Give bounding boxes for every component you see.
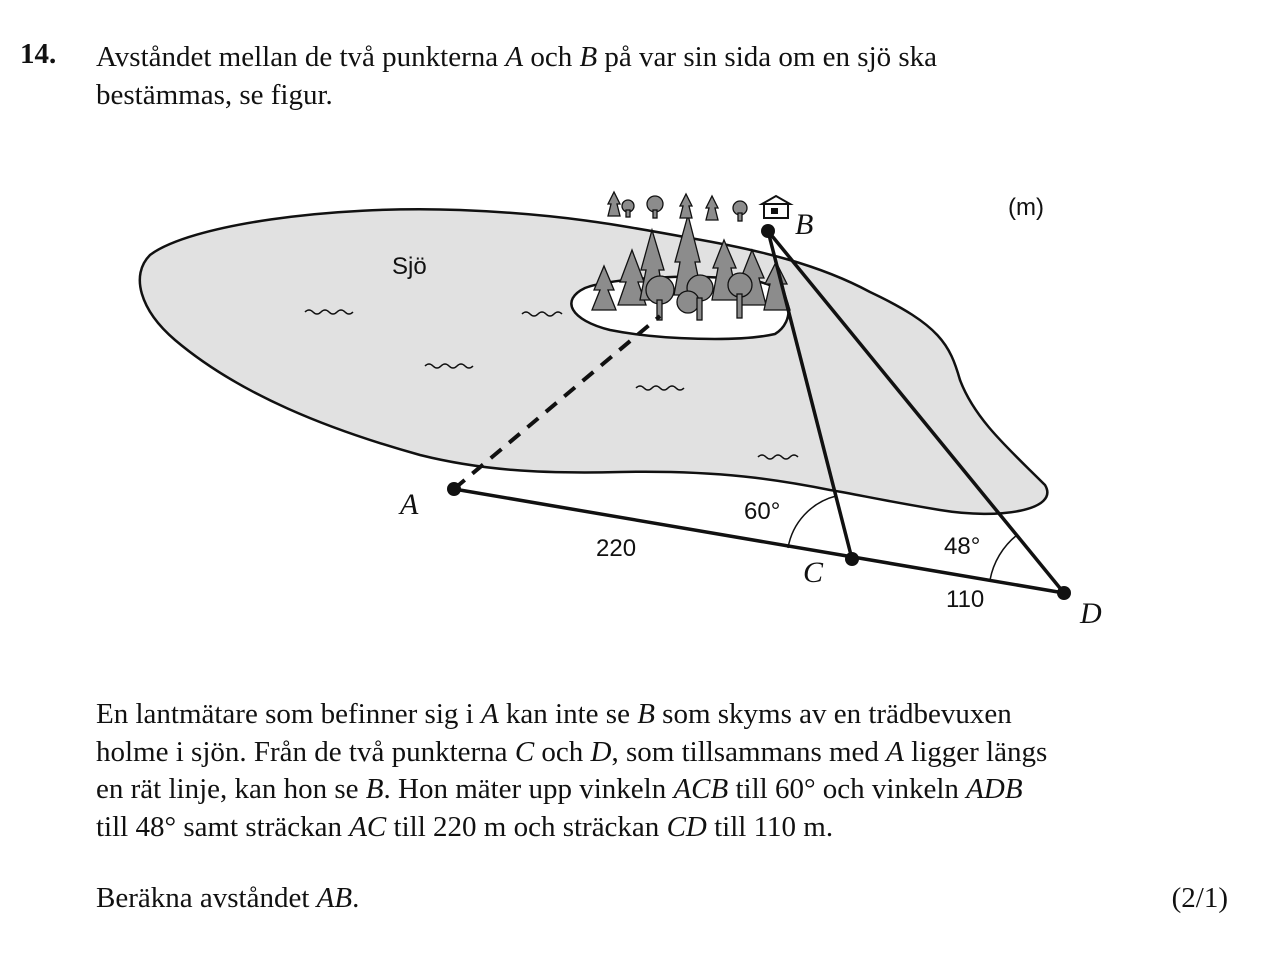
- length-ac-label: 220: [596, 535, 637, 562]
- label-a: A: [400, 488, 419, 521]
- var-a: A: [505, 41, 524, 73]
- lake-shape: [140, 209, 1048, 514]
- var: ACB: [673, 773, 729, 805]
- problem-description: [96, 696, 1216, 846]
- point-c: [845, 552, 859, 566]
- var: CD: [666, 810, 707, 843]
- description-line-4: [96, 809, 1216, 847]
- var: A: [886, 735, 904, 768]
- house-icon: [762, 196, 790, 218]
- description-line-2: [96, 734, 1216, 772]
- text: . Hon mäter upp vinkeln: [383, 773, 674, 805]
- text: till 110 m.: [706, 810, 834, 843]
- lake-label: Sjö: [392, 253, 427, 280]
- var: D: [590, 735, 612, 768]
- intro-text: på var sin sida om en sjö ska: [597, 41, 938, 73]
- text: till 48° samt sträckan: [96, 810, 350, 843]
- angle-arc-adb: [990, 535, 1017, 580]
- label-b: B: [795, 208, 814, 241]
- var: B: [365, 773, 384, 805]
- point-a: [447, 482, 461, 496]
- unit-label: (m): [1008, 194, 1044, 221]
- var: AB: [316, 882, 353, 914]
- text: och: [534, 735, 591, 768]
- var-b: B: [579, 41, 598, 73]
- length-cd-label: 110: [946, 586, 985, 613]
- var: ADB: [966, 773, 1023, 805]
- text: En lantmätare som befinner sig i: [96, 698, 481, 730]
- text: , som tillsammans med: [611, 735, 887, 768]
- angle-adb-label: 48°: [944, 533, 981, 560]
- angle-acb-label: 60°: [744, 498, 781, 525]
- text: ligger längs: [903, 735, 1048, 768]
- text: till 60° och vinkeln: [728, 773, 967, 805]
- text: som skyms av en trädbevuxen: [654, 698, 1012, 730]
- point-b: [761, 224, 775, 238]
- label-c: C: [803, 556, 824, 589]
- intro-text: och: [523, 41, 580, 73]
- text: till 220 m och sträckan: [386, 810, 667, 843]
- var: A: [480, 698, 499, 730]
- points-label: (2/1): [1171, 882, 1228, 914]
- text: kan inte se: [498, 698, 638, 730]
- shore-trees: [608, 192, 747, 221]
- intro-text: Avståndet mellan de två punkterna: [96, 41, 506, 73]
- text: Beräkna avståndet: [96, 882, 317, 914]
- task-question: [96, 882, 359, 915]
- point-d: [1057, 586, 1071, 600]
- description-line-3: [96, 771, 1216, 809]
- description-line-1: [96, 696, 1216, 734]
- text: .: [352, 882, 360, 914]
- angle-arc-acb: [788, 496, 836, 548]
- var: AC: [349, 810, 387, 843]
- text: en rät linje, kan hon se: [96, 773, 366, 805]
- intro-line-2: bestämmas, se figur.: [96, 79, 333, 111]
- label-d: D: [1080, 597, 1102, 630]
- problem-number: 14.: [20, 38, 57, 70]
- var: B: [637, 698, 655, 730]
- var: C: [514, 735, 535, 768]
- text: holme i sjön. Från de två punkterna: [96, 735, 515, 768]
